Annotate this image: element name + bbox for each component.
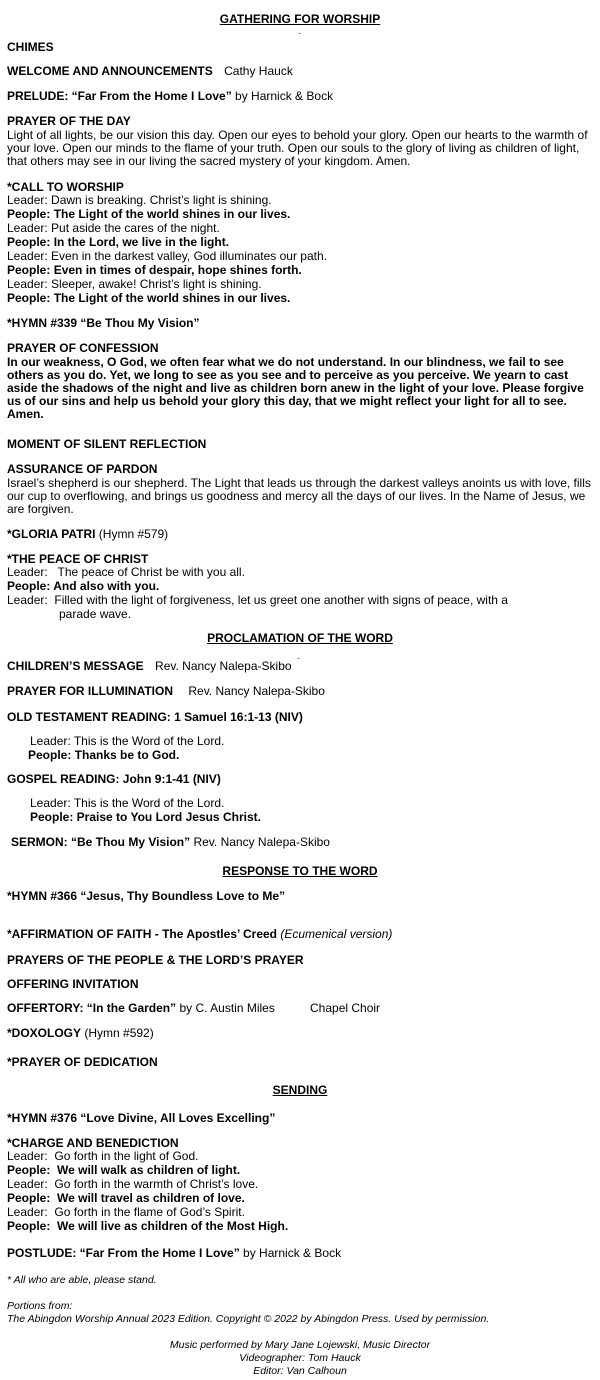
portions-label: Portions from: bbox=[7, 1300, 73, 1312]
prelude-title: PRELUDE: “Far From the Home I Love” bbox=[7, 89, 232, 103]
pardon-text: Israel’s shepherd is our shepherd. The Light that leads us through the darkest valleys anoints us with love, fills our cup to overflowing, and brings us goodness and mercy all the days of our lives. In the Name of Jesus, we are forgiven. bbox=[7, 476, 591, 516]
charge-heading: *CHARGE AND BENEDICTION bbox=[7, 1136, 179, 1150]
litany-line: People: The Light of the world shines in our lives. bbox=[7, 207, 291, 221]
gospel-people-line: People: Praise to You Lord Jesus Christ. bbox=[30, 810, 261, 824]
offertory-line bbox=[7, 1002, 275, 1015]
prelude-line bbox=[7, 90, 333, 103]
litany-line: Leader: Put aside the cares of the night. bbox=[7, 221, 220, 235]
sermon-title: SERMON: “Be Thou My Vision” bbox=[11, 835, 191, 849]
section-heading-response: RESPONSE TO THE WORD bbox=[222, 864, 378, 878]
editor-credit: Editor: Van Calhoun bbox=[253, 1365, 347, 1377]
postlude-composer: by Harnick & Bock bbox=[239, 1246, 342, 1260]
chimes-heading: CHIMES bbox=[7, 40, 54, 54]
call-to-worship-heading: *CALL TO WORSHIP bbox=[7, 180, 124, 194]
confession-heading: PRAYER OF CONFESSION bbox=[7, 341, 159, 355]
offertory-title: OFFERTORY: “In the Garden” bbox=[7, 1001, 177, 1015]
affirmation-line bbox=[7, 928, 392, 941]
confession-text: In our weakness, O God, we often fear what we do not understand. In our blindness, we fail to see others as you do. Yet, we long to see as you see and to perceive as you perceive. We yearn to cast aside the shadows of the night and live as children born anew in the light of your love. Please forgive us of our sins and help us behold your glory this day, that we might reflect your light for all to see. Amen. bbox=[7, 355, 584, 421]
litany-line: Leader: Go forth in the light of God. bbox=[7, 1149, 199, 1163]
hymn-366: *HYMN #366 “Jesus, Thy Boundless Love to Me” bbox=[7, 889, 286, 903]
prayers-heading: PRAYERS OF THE PEOPLE & THE LORD’S PRAYER bbox=[7, 953, 304, 967]
doxology-hymn-number: (Hymn #592) bbox=[81, 1026, 154, 1040]
affirmation-title: *AFFIRMATION OF FAITH - The Apostles’ Creed bbox=[7, 927, 278, 941]
illumination-person: Rev. Nancy Nalepa-Skibo bbox=[188, 684, 325, 698]
welcome-title: WELCOME AND ANNOUNCEMENTS bbox=[7, 64, 213, 78]
gloria-line bbox=[7, 528, 168, 541]
sermon-person: Rev. Nancy Nalepa-Skibo bbox=[190, 835, 330, 849]
litany-line: People: We will live as children of the Most High. bbox=[7, 1219, 289, 1233]
litany-line: People: Even in times of despair, hope shines forth. bbox=[7, 263, 302, 277]
ot-leader-line: Leader: This is the Word of the Lord. bbox=[30, 734, 225, 748]
gloria-hymn-number: (Hymn #579) bbox=[95, 527, 169, 541]
stray-mark: - bbox=[297, 653, 300, 663]
call-to-worship-litany bbox=[7, 194, 327, 305]
litany-line: Leader: Go forth in the warmth of Christ’s love. bbox=[7, 1177, 259, 1191]
postlude-line bbox=[7, 1247, 341, 1260]
litany-line: People: The Light of the world shines in our lives. bbox=[7, 291, 291, 305]
litany-line: Leader: Filled with the light of forgiveness, let us greet one another with signs of peace, with a bbox=[7, 593, 508, 607]
illumination-title: PRAYER FOR ILLUMINATION bbox=[7, 684, 174, 698]
litany-line: People: We will walk as children of light. bbox=[7, 1163, 241, 1177]
peace-heading: *THE PEACE OF CHRIST bbox=[7, 552, 149, 566]
dedication-heading: *PRAYER OF DEDICATION bbox=[7, 1055, 158, 1069]
stray-mark: - bbox=[298, 28, 301, 38]
affirmation-version: (Ecumenical version) bbox=[277, 927, 393, 941]
prayer-day-text: Light of all lights, be our vision this day. Open our eyes to behold your glory. Open our hearts to the warmth of your love. Open our minds to the flame of your truth. Open our souls to the glory of living as children of light, that others may see in our living the sacred mystery of your kingdom. Amen. bbox=[7, 128, 588, 168]
litany-line-continued: parade wave. bbox=[59, 607, 132, 621]
welcome-person: Cathy Hauck bbox=[224, 64, 293, 78]
offertory-choir: Chapel Choir bbox=[310, 1001, 381, 1015]
postlude-title: POSTLUDE: “Far From the Home I Love” bbox=[7, 1246, 240, 1260]
charge-litany bbox=[7, 1150, 288, 1233]
peace-litany bbox=[7, 566, 508, 621]
litany-line: Leader: Even in the darkest valley, God illuminates our path. bbox=[7, 249, 327, 263]
pardon-heading: ASSURANCE OF PARDON bbox=[7, 462, 158, 476]
section-heading-sending: SENDING bbox=[272, 1083, 328, 1097]
doxology-title: *DOXOLOGY bbox=[7, 1026, 82, 1040]
stand-note: * All who are able, please stand. bbox=[7, 1274, 157, 1286]
prayer-day-heading: PRAYER OF THE DAY bbox=[7, 114, 131, 128]
illumination-line bbox=[7, 685, 325, 698]
section-heading-gathering: GATHERING FOR WORSHIP bbox=[219, 12, 381, 26]
childrens-message-title: CHILDREN’S MESSAGE bbox=[7, 659, 144, 673]
offering-invitation-heading: OFFERING INVITATION bbox=[7, 977, 139, 991]
litany-line: Leader: Dawn is breaking. Christ’s light is shining. bbox=[7, 193, 272, 207]
childrens-message-line bbox=[7, 660, 292, 673]
sermon-line bbox=[11, 836, 330, 849]
litany-line: People: We will travel as children of love. bbox=[7, 1191, 245, 1205]
hymn-339: *HYMN #339 “Be Thou My Vision” bbox=[7, 316, 200, 330]
litany-line: Leader: The peace of Christ be with you all. bbox=[7, 565, 245, 579]
childrens-message-person: Rev. Nancy Nalepa-Skibo bbox=[155, 659, 292, 673]
prelude-composer: by Harnick & Bock bbox=[231, 89, 334, 103]
gospel-leader-line: Leader: This is the Word of the Lord. bbox=[30, 796, 225, 810]
music-credit: Music performed by Mary Jane Lojewski, Music Director bbox=[169, 1339, 431, 1351]
silent-reflection-heading: MOMENT OF SILENT REFLECTION bbox=[7, 437, 207, 451]
welcome-line bbox=[7, 65, 293, 78]
gloria-title: *GLORIA PATRI bbox=[7, 527, 96, 541]
old-testament-heading: OLD TESTAMENT READING: 1 Samuel 16:1-13 (NIV) bbox=[7, 710, 303, 724]
doxology-line bbox=[7, 1027, 154, 1040]
litany-line: People: And also with you. bbox=[7, 579, 160, 593]
gospel-heading: GOSPEL READING: John 9:1-41 (NIV) bbox=[7, 772, 221, 786]
hymn-376: *HYMN #376 “Love Divine, All Loves Excelling” bbox=[7, 1111, 276, 1125]
litany-line: Leader: Go forth in the flame of God’s Spirit. bbox=[7, 1205, 245, 1219]
offertory-composer: by C. Austin Miles bbox=[176, 1001, 275, 1015]
litany-line: People: In the Lord, we live in the light. bbox=[7, 235, 230, 249]
ot-people-line: People: Thanks be to God. bbox=[28, 748, 180, 762]
videographer-credit: Videographer: Tom Hauck bbox=[239, 1352, 361, 1364]
section-heading-proclamation: PROCLAMATION OF THE WORD bbox=[207, 631, 393, 645]
litany-line: Leader: Sleeper, awake! Christ’s light is shining. bbox=[7, 277, 262, 291]
copyright-notice: The Abingdon Worship Annual 2023 Edition. Copyright © 2022 by Abingdon Press. Used by permission. bbox=[7, 1313, 490, 1325]
